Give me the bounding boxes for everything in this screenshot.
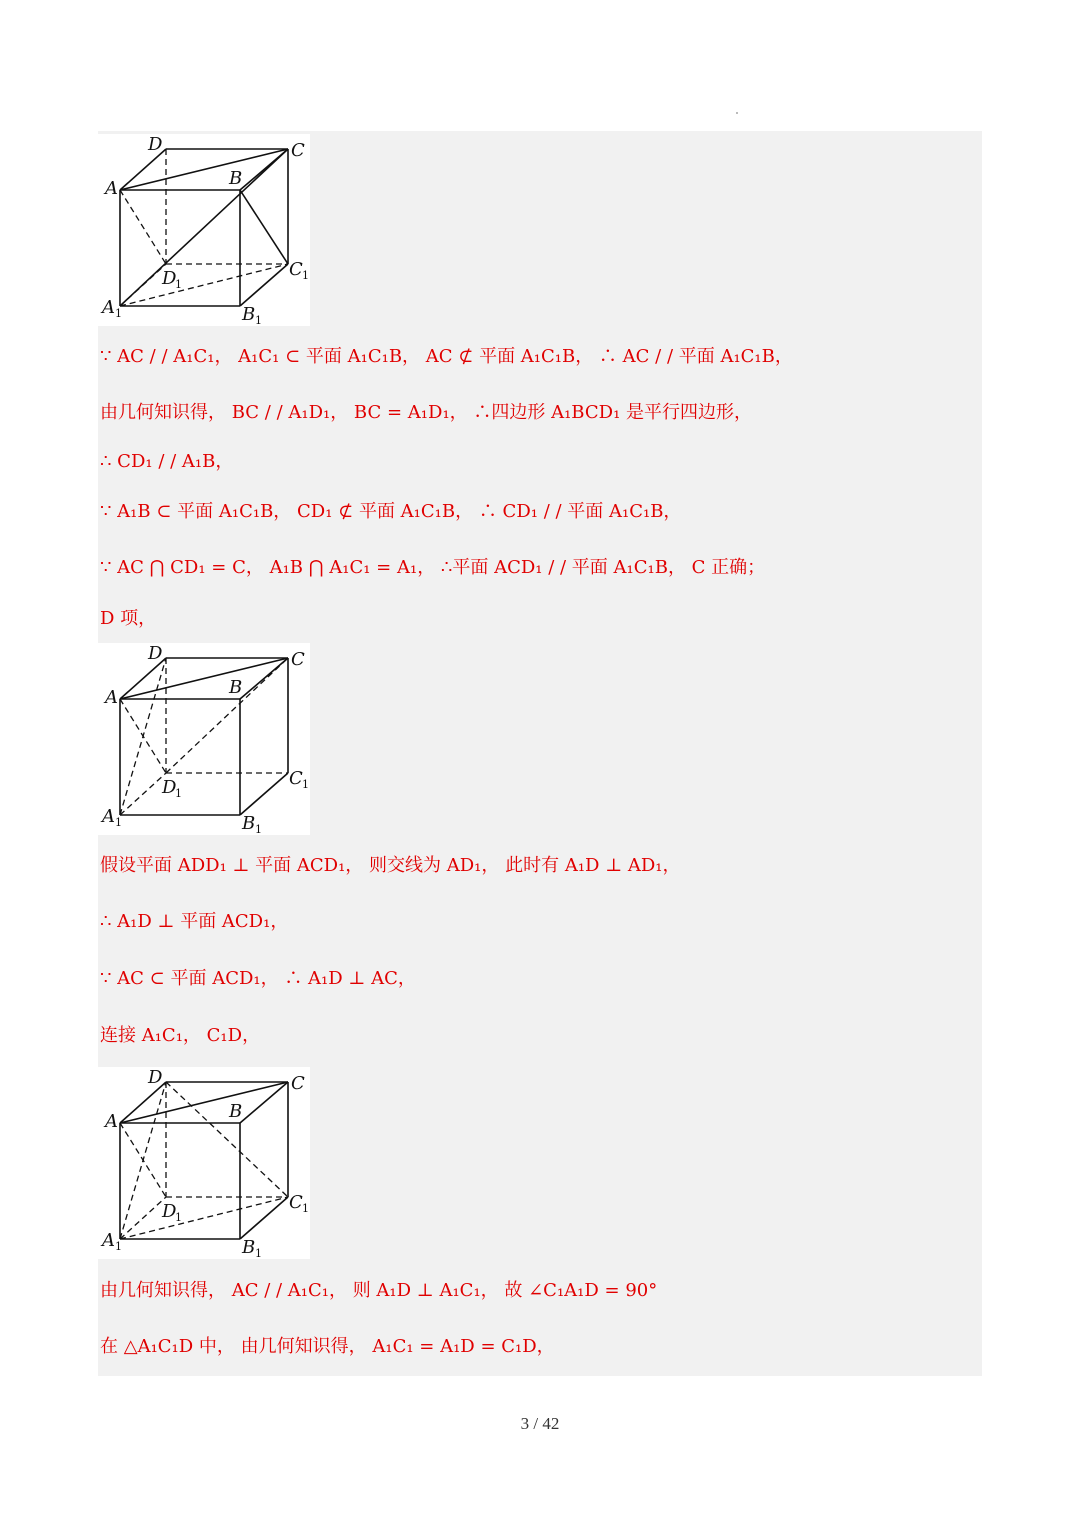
label-B1-sub: 1 [255,1247,262,1259]
label-B1: B [242,813,256,834]
label-D: D [148,1067,163,1088]
label-B: B [229,168,243,189]
label-A1: A [102,806,115,827]
solution-line-9: ∵ AC ⊂ 平面 ACD₁， ∴ A₁D ⊥ AC， [100,968,416,989]
label-D: D [148,134,163,155]
page-dot [736,112,738,114]
label-B: B [229,677,243,698]
label-C1: C [289,1192,303,1213]
label-C: C [291,649,305,670]
solution-line-1: ∵ AC / / A₁C₁， A₁C₁ ⊂ 平面 A₁C₁B， AC ⊄ 平面 A₁C₁B， ∴ AC / / 平面 A₁C₁B， [100,346,793,367]
solution-line-4: ∵ A₁B ⊂ 平面 A₁C₁B， CD₁ ⊄ 平面 A₁C₁B， ∴ CD₁ / / 平面 A₁C₁B， [100,501,682,522]
solution-line-11: 由几何知识得， AC / / A₁C₁， 则 A₁D ⊥ A₁C₁， 故 ∠C₁A₁D = 90° [100,1280,658,1301]
label-A: A [105,178,118,199]
label-B1: B [242,1237,256,1258]
label-C1: C [289,259,303,280]
label-A: A [105,1111,118,1132]
label-C1-sub: 1 [302,778,309,791]
label-D1-sub: 1 [175,278,182,291]
label-B1-sub: 1 [255,823,262,835]
label-D1: D [162,1201,177,1222]
solution-line-2: 由几何知识得， BC / / A₁D₁， BC = A₁D₁， ∴四边形 A₁BCD₁ 是平行四边形， [100,402,753,423]
label-D1: D [162,777,177,798]
label-D: D [148,643,163,664]
cube-figure-3 [98,1067,310,1259]
cube-figure-1 [98,134,310,326]
solution-line-3: ∴ CD₁ / / A₁B， [100,451,234,472]
label-C1: C [289,768,303,789]
label-C1-sub: 1 [302,1202,309,1215]
label-C: C [291,140,305,161]
label-A1-sub: 1 [115,307,122,320]
label-D1-sub: 1 [175,1211,182,1224]
solution-line-12: 在 △A₁C₁D 中， 由几何知识得， A₁C₁ = A₁D = C₁D， [100,1336,555,1357]
solution-line-7: 假设平面 ADD₁ ⊥ 平面 ACD₁， 则交线为 AD₁， 此时有 A₁D ⊥ AD₁， [100,855,681,876]
cube-figure-2 [98,643,310,835]
label-D1: D [162,268,177,289]
page-number: 3 / 42 [520,1414,560,1433]
label-A1-sub: 1 [115,816,122,829]
label-D1-sub: 1 [175,787,182,800]
label-C1-sub: 1 [302,269,309,282]
label-A: A [105,687,118,708]
label-A1: A [102,1230,115,1251]
label-B1: B [242,304,256,325]
label-A1-sub: 1 [115,1240,122,1253]
label-B1-sub: 1 [255,314,262,326]
solution-line-5: ∵ AC ⋂ CD₁ = C， A₁B ⋂ A₁C₁ = A₁， ∴平面 ACD₁ / / 平面 A₁C₁B， C 正确； [100,557,766,578]
solution-line-10: 连接 A₁C₁， C₁D， [100,1025,261,1046]
label-C: C [291,1073,305,1094]
label-B: B [229,1101,243,1122]
label-A1: A [102,297,115,318]
solution-line-8: ∴ A₁D ⊥ 平面 ACD₁， [100,911,289,932]
solution-line-6: D 项， [100,608,157,629]
